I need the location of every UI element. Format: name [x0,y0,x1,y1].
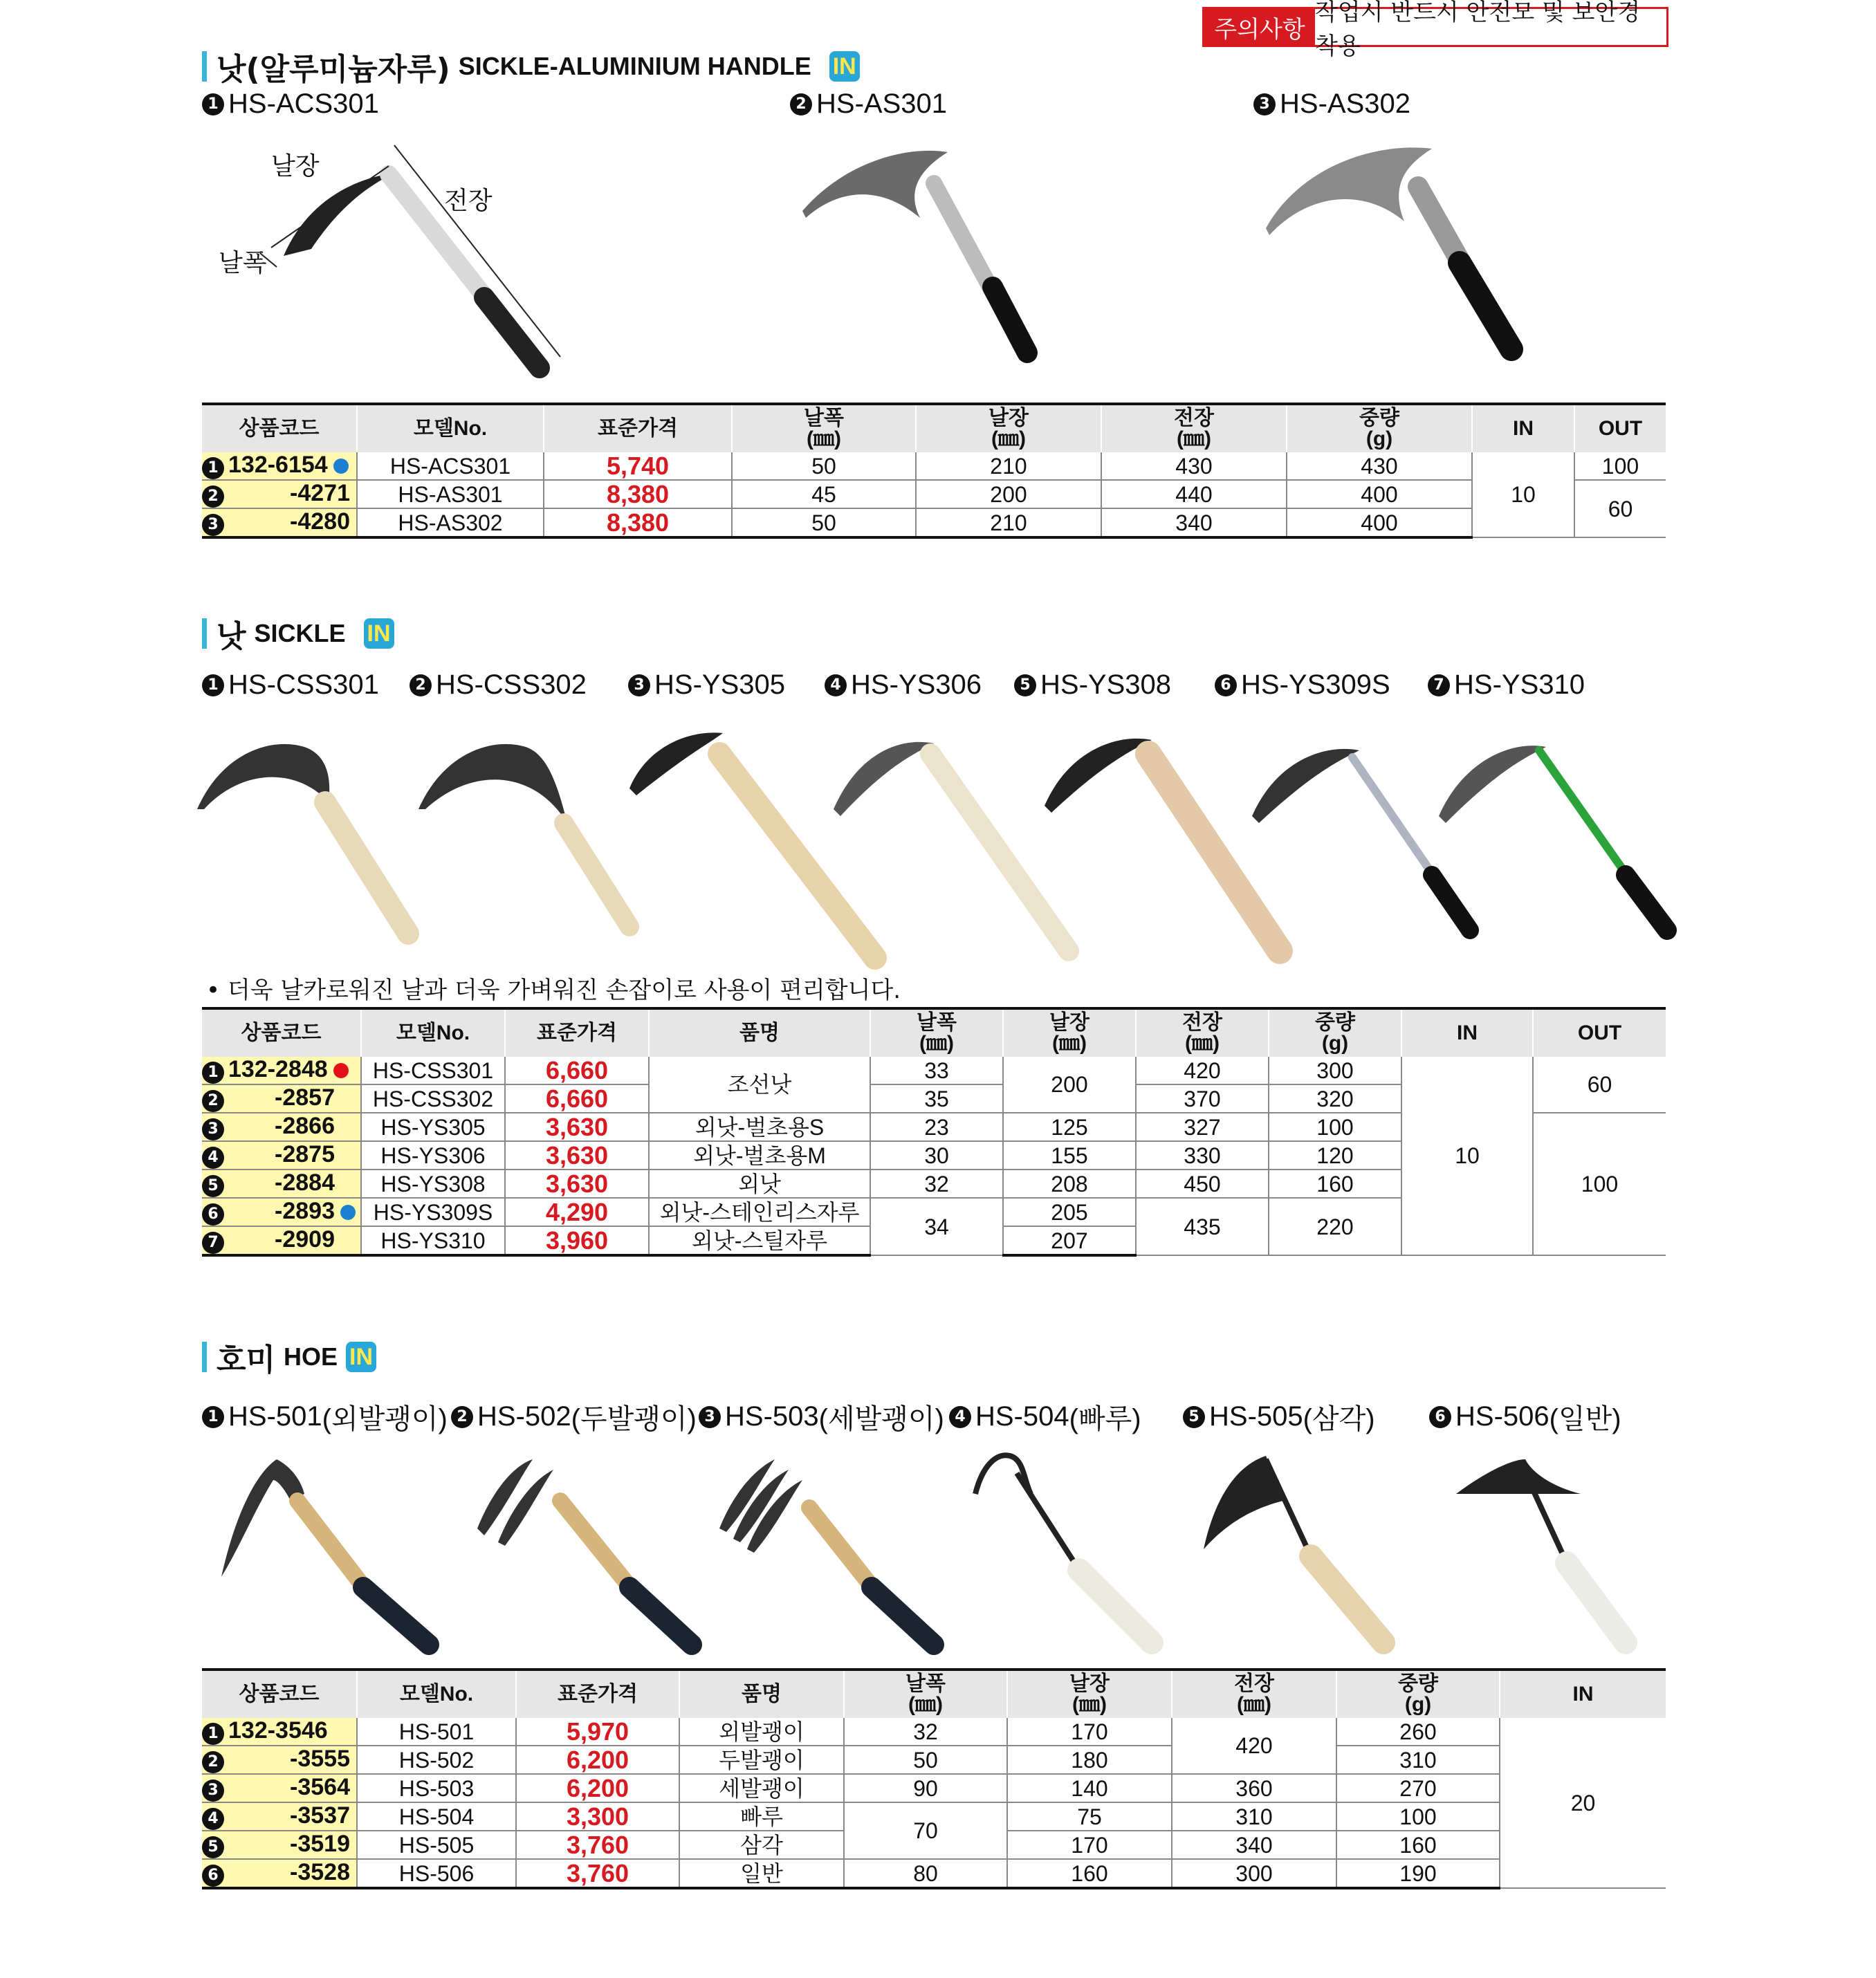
number-badge: 4 [202,1808,224,1830]
product-code-cell [202,1802,357,1831]
model-cell: HS-CSS302 [361,1084,505,1113]
product-code: -3537 [290,1802,350,1829]
col-header-blade-length: 날장 (㎜) [1003,1008,1136,1057]
product-code: -2909 [275,1226,335,1253]
title-bar [202,618,207,649]
number-badge: 1 [202,1406,224,1428]
number-badge: 2 [451,1406,473,1428]
in-badge: IN [364,618,394,649]
name-cell: 외낫-벌초용M [649,1141,870,1170]
number-badge: 6 [1215,674,1237,696]
product-model: HS-CSS301 [228,669,379,700]
price-cell: 3,960 [505,1226,649,1255]
product-code-cell [202,1084,361,1113]
product-model: HS-504 [975,1401,1069,1432]
number-badge: 1 [202,1723,224,1745]
hoe-image-hs-504 [968,1445,1176,1653]
weight-cell: 310 [1336,1746,1500,1774]
product-label [202,1397,448,1436]
product-code-cell [202,1831,357,1859]
price-cell: 8,380 [544,480,732,508]
price-cell: 3,630 [505,1141,649,1170]
product-code-cell [202,480,357,508]
product-label [628,669,785,701]
total-length-cell: 360 [1172,1774,1336,1802]
sickle-image-hs-ys310 [1435,733,1684,941]
blade-length-cell: 205 [1003,1198,1136,1226]
product-desc: (삼각) [1303,1404,1375,1434]
blade-length-cell: 210 [916,508,1101,537]
number-badge: 6 [202,1865,224,1887]
model-cell: HS-ACS301 [357,452,544,480]
number-badge: 3 [202,1118,224,1140]
model-cell: HS-CSS301 [361,1057,505,1084]
col-header-model: 모델No. [361,1008,505,1057]
number-badge: 7 [1428,674,1450,696]
product-model: HS-AS302 [1280,89,1410,119]
product-label [1014,669,1171,701]
product-desc: (세발괭이) [818,1404,944,1434]
number-badge: 2 [410,674,432,696]
product-code: -3519 [290,1831,350,1857]
number-badge: 6 [202,1203,224,1226]
blade-length-cell: 125 [1003,1113,1136,1141]
product-desc: (두발괭이) [571,1404,697,1434]
col-header-weight: 중량 (g) [1336,1670,1500,1718]
product-desc: (일반) [1549,1404,1621,1434]
blade-length-label: 날장 [271,152,320,181]
section-title-en: SICKLE-ALUMINIUM HANDLE [458,52,811,80]
hoe-image-hs-503 [712,1452,948,1653]
sickle-image-hs-as302 [1259,138,1536,367]
product-code: -2866 [275,1113,335,1139]
blade-width-cell: 50 [732,508,916,537]
col-header-price: 표준가격 [544,404,732,452]
number-badge: 3 [628,674,650,696]
model-cell: HS-YS309S [361,1198,505,1226]
total-length-label: 전장 [444,187,493,215]
in-cell: 10 [1472,452,1574,537]
total-length-cell: 300 [1172,1859,1336,1888]
table-row [202,1746,1666,1774]
price-cell: 6,660 [505,1084,649,1113]
name-cell: 세발괭이 [679,1774,844,1802]
price-cell: 3,760 [516,1831,679,1859]
col-header-model: 모델No. [357,404,544,452]
model-cell: HS-AS301 [357,480,544,508]
price-cell: 6,200 [516,1746,679,1774]
product-code-cell [202,1859,357,1888]
product-label [1183,1397,1375,1436]
col-header-weight: 중량 (g) [1269,1008,1401,1057]
notice-text: 작업시 반드시 안전모 및 보안경 착용 [1315,0,1641,60]
number-badge: 1 [202,674,224,696]
product-model: HS-AS301 [816,89,947,119]
sickle-image-hs-css302 [415,733,643,934]
product-desc: (외발괭이) [322,1404,448,1434]
weight-cell: 300 [1269,1057,1401,1084]
number-badge: 5 [1183,1406,1205,1428]
blade-length-cell: 210 [916,452,1101,480]
weight-cell: 260 [1336,1718,1500,1746]
number-badge: 6 [1429,1406,1451,1428]
section-title-ko: 낫(알루미늄자루) [217,52,450,87]
col-header-name: 품명 [649,1008,870,1057]
col-header-total-length: 전장 (㎜) [1136,1008,1269,1057]
weight-cell: 400 [1287,480,1472,508]
blade-width-cell: 90 [844,1774,1007,1802]
product-code-cell [202,1774,357,1802]
blade-width-label: 날폭 [219,249,267,277]
product-note: • 더욱 날카로워진 날과 더욱 가벼워진 손잡이로 사용이 편리합니다. [206,977,901,1004]
safety-notice [1202,0,1668,60]
price-cell: 3,300 [516,1802,679,1831]
model-cell: HS-YS310 [361,1226,505,1255]
product-code: -2893 [275,1198,335,1224]
price-cell: 3,760 [516,1859,679,1888]
blade-length-cell: 155 [1003,1141,1136,1170]
name-cell: 삼각 [679,1831,844,1859]
total-length-cell: 420 [1172,1718,1336,1774]
name-cell: 일반 [679,1859,844,1888]
number-badge: 2 [202,486,224,508]
weight-cell: 100 [1336,1802,1500,1831]
col-header-blade-length: 날장 (㎜) [1007,1670,1172,1718]
total-length-cell: 435 [1136,1198,1269,1255]
blade-length-cell: 200 [916,480,1101,508]
number-badge: 7 [202,1232,224,1254]
product-label [451,1397,697,1436]
table-row [202,480,1666,508]
name-cell: 외낫-스테인리스자루 [649,1198,870,1226]
product-model: HS-YS309S [1241,669,1390,700]
blue-marker-dot [333,459,349,474]
weight-cell: 320 [1269,1084,1401,1113]
notice-label: 주의사항 [1204,9,1315,45]
section-title-ko: 낫 [217,619,246,654]
blade-width-cell: 35 [870,1084,1003,1113]
number-badge: 2 [790,93,812,115]
col-header-total-length: 전장 (㎜) [1172,1670,1336,1718]
name-cell: 조선낫 [649,1057,870,1113]
blade-length-cell: 170 [1007,1831,1172,1859]
total-length-cell: 330 [1136,1141,1269,1170]
blade-length-cell: 75 [1007,1802,1172,1831]
total-length-cell: 327 [1136,1113,1269,1141]
name-cell: 외발괭이 [679,1718,844,1746]
col-header-code: 상품코드 [202,1670,357,1718]
table-row [202,1859,1666,1888]
blade-length-cell: 180 [1007,1746,1172,1774]
product-model: HS-506 [1455,1401,1549,1432]
in-badge: IN [346,1342,376,1372]
number-badge: 5 [1014,674,1036,696]
blade-width-cell: 32 [844,1718,1007,1746]
product-code-cell [202,1057,361,1084]
product-label [202,669,379,701]
price-cell: 8,380 [544,508,732,537]
number-badge: 4 [202,1147,224,1169]
product-code-cell [202,1170,361,1198]
product-code: 132-3546 [228,1717,328,1744]
out-cell: 100 [1533,1113,1666,1255]
col-header-weight: 중량 (g) [1287,404,1472,452]
number-badge: 2 [202,1090,224,1112]
col-header-total-length: 전장 (㎜) [1101,404,1287,452]
col-header-blade-width: 날폭 (㎜) [870,1008,1003,1057]
name-cell: 두발괭이 [679,1746,844,1774]
col-header-price: 표준가격 [505,1008,649,1057]
product-code-cell [202,1746,357,1774]
blade-width-cell: 70 [844,1802,1007,1859]
name-cell: 외낫-벌초용S [649,1113,870,1141]
col-header-in: IN [1401,1008,1533,1057]
model-cell: HS-501 [357,1718,516,1746]
product-code-cell [202,1198,361,1226]
total-length-cell: 310 [1172,1802,1336,1831]
col-header-in: IN [1472,404,1574,452]
number-badge: 3 [202,1780,224,1802]
hoe-image-hs-502 [470,1452,706,1653]
model-cell: HS-YS308 [361,1170,505,1198]
product-code: 132-2848 [228,1056,328,1082]
product-code-cell [202,1226,361,1255]
blade-width-cell: 50 [844,1746,1007,1774]
name-cell: 외낫 [649,1170,870,1198]
model-cell: HS-504 [357,1802,516,1831]
blade-length-cell: 208 [1003,1170,1136,1198]
aluminium-sickle-table [202,403,1666,539]
product-code: 132-6154 [228,452,328,478]
col-header-out: OUT [1533,1008,1666,1057]
sickle-table [202,1007,1666,1257]
col-header-blade-length: 날장 (㎜) [916,404,1101,452]
table-row [202,1718,1666,1746]
product-code-cell [202,452,357,480]
product-code-cell [202,1113,361,1141]
product-model: HS-YS306 [851,669,982,700]
section-title-ko: 호미 [217,1342,276,1378]
section-title-en: HOE [284,1342,338,1371]
product-label [410,669,587,701]
model-cell: HS-506 [357,1859,516,1888]
name-cell: 외낫-스틸자루 [649,1226,870,1255]
product-label [825,669,982,701]
product-label [1215,669,1390,701]
product-code: -3564 [290,1774,350,1800]
product-code-cell [202,1718,357,1746]
blade-length-cell: 160 [1007,1859,1172,1888]
out-cell: 60 [1574,480,1666,537]
price-cell: 3,630 [505,1113,649,1141]
weight-cell: 120 [1269,1141,1401,1170]
weight-cell: 430 [1287,452,1472,480]
weight-cell: 220 [1269,1198,1401,1255]
total-length-cell: 450 [1136,1170,1269,1198]
col-header-in: IN [1500,1670,1666,1718]
product-label [949,1397,1141,1436]
table-row [202,1057,1666,1084]
hoe-image-hs-506 [1449,1445,1657,1653]
number-badge: 2 [202,1751,224,1773]
product-code: -2875 [275,1141,335,1167]
product-label [1428,669,1585,701]
out-cell: 100 [1574,452,1666,480]
number-badge: 1 [202,93,224,115]
product-label [1429,1397,1621,1436]
product-label [699,1397,944,1436]
total-length-cell: 440 [1101,480,1287,508]
section-title-hoe [202,1335,376,1379]
blade-width-cell: 32 [870,1170,1003,1198]
price-cell: 4,290 [505,1198,649,1226]
product-model: HS-CSS302 [436,669,587,700]
hoe-table [202,1668,1666,1889]
price-cell: 5,740 [544,452,732,480]
total-length-cell: 430 [1101,452,1287,480]
product-code: -3528 [290,1859,350,1885]
product-label [1253,89,1410,120]
number-badge: 5 [202,1836,224,1858]
product-code: -2884 [275,1170,335,1196]
sickle-image-hs-css301 [194,733,422,941]
title-bar [202,51,207,82]
table-row [202,1802,1666,1831]
blade-length-cell: 207 [1003,1226,1136,1255]
out-cell: 60 [1533,1057,1666,1113]
section-title-aluminium-sickle [202,44,860,89]
model-cell: HS-505 [357,1831,516,1859]
product-code: -2857 [275,1084,335,1111]
name-cell: 빠루 [679,1802,844,1831]
weight-cell: 160 [1336,1831,1500,1859]
weight-cell: 100 [1269,1113,1401,1141]
product-model: HS-502 [477,1401,571,1432]
product-model: HS-YS308 [1040,669,1171,700]
product-model: HS-505 [1209,1401,1303,1432]
col-header-blade-width: 날폭 (㎜) [844,1670,1007,1718]
product-model: HS-501 [228,1401,322,1432]
blade-width-cell: 34 [870,1198,1003,1255]
product-code-cell [202,508,357,537]
table-row [202,508,1666,537]
number-badge: 1 [202,1062,224,1084]
product-code: -4280 [290,508,350,535]
product-code: -3555 [290,1746,350,1772]
model-cell: HS-YS306 [361,1141,505,1170]
col-header-blade-width: 날폭 (㎜) [732,404,916,452]
model-cell: HS-AS302 [357,508,544,537]
blade-width-cell: 50 [732,452,916,480]
number-badge: 4 [949,1406,971,1428]
number-badge: 3 [699,1406,721,1428]
price-cell: 5,970 [516,1718,679,1746]
section-title-sickle [202,611,394,656]
col-header-out: OUT [1574,404,1666,452]
product-label [202,89,379,120]
number-badge: 4 [825,674,847,696]
blade-width-cell: 33 [870,1057,1003,1084]
blue-marker-dot [340,1205,356,1220]
col-header-price: 표준가격 [516,1670,679,1718]
product-desc: (빠루) [1069,1404,1141,1434]
price-cell: 6,200 [516,1774,679,1802]
blade-width-cell: 23 [870,1113,1003,1141]
number-badge: 3 [202,514,224,536]
product-model: HS-YS310 [1454,669,1585,700]
hoe-image-hs-505 [1200,1445,1408,1653]
table-row [202,1774,1666,1802]
blade-width-cell: 30 [870,1141,1003,1170]
product-label [790,89,947,120]
in-cell: 10 [1401,1057,1533,1255]
product-model: HS-503 [725,1401,819,1432]
weight-cell: 190 [1336,1859,1500,1888]
in-cell: 20 [1500,1718,1666,1888]
product-model: HS-YS305 [654,669,785,700]
number-badge: 3 [1253,93,1276,115]
number-badge: 5 [202,1175,224,1197]
product-code-cell [202,1141,361,1170]
price-cell: 3,630 [505,1170,649,1198]
blade-length-cell: 200 [1003,1057,1136,1113]
total-length-cell: 340 [1101,508,1287,537]
weight-cell: 160 [1269,1170,1401,1198]
price-cell: 6,660 [505,1057,649,1084]
blade-width-cell: 45 [732,480,916,508]
product-model: HS-ACS301 [228,89,379,119]
blade-width-cell: 80 [844,1859,1007,1888]
blade-length-cell: 170 [1007,1718,1172,1746]
col-header-model: 모델No. [357,1670,516,1718]
sickle-image-hs-as301 [796,142,1058,370]
number-badge: 1 [202,457,224,479]
weight-cell: 400 [1287,508,1472,537]
model-cell: HS-503 [357,1774,516,1802]
model-cell: HS-YS305 [361,1113,505,1141]
total-length-cell: 420 [1136,1057,1269,1084]
col-header-name: 품명 [679,1670,844,1718]
hoe-image-hs-501 [208,1452,443,1653]
title-bar [202,1342,207,1372]
table-row [202,452,1666,480]
model-cell: HS-502 [357,1746,516,1774]
product-code: -4271 [290,480,350,506]
total-length-cell: 370 [1136,1084,1269,1113]
red-marker-dot [333,1063,349,1078]
total-length-cell: 340 [1172,1831,1336,1859]
col-header-code: 상품코드 [202,404,357,452]
col-header-code: 상품코드 [202,1008,361,1057]
blade-length-cell: 140 [1007,1774,1172,1802]
in-badge: IN [829,51,860,82]
section-title-en: SICKLE [254,619,346,647]
weight-cell: 270 [1336,1774,1500,1802]
